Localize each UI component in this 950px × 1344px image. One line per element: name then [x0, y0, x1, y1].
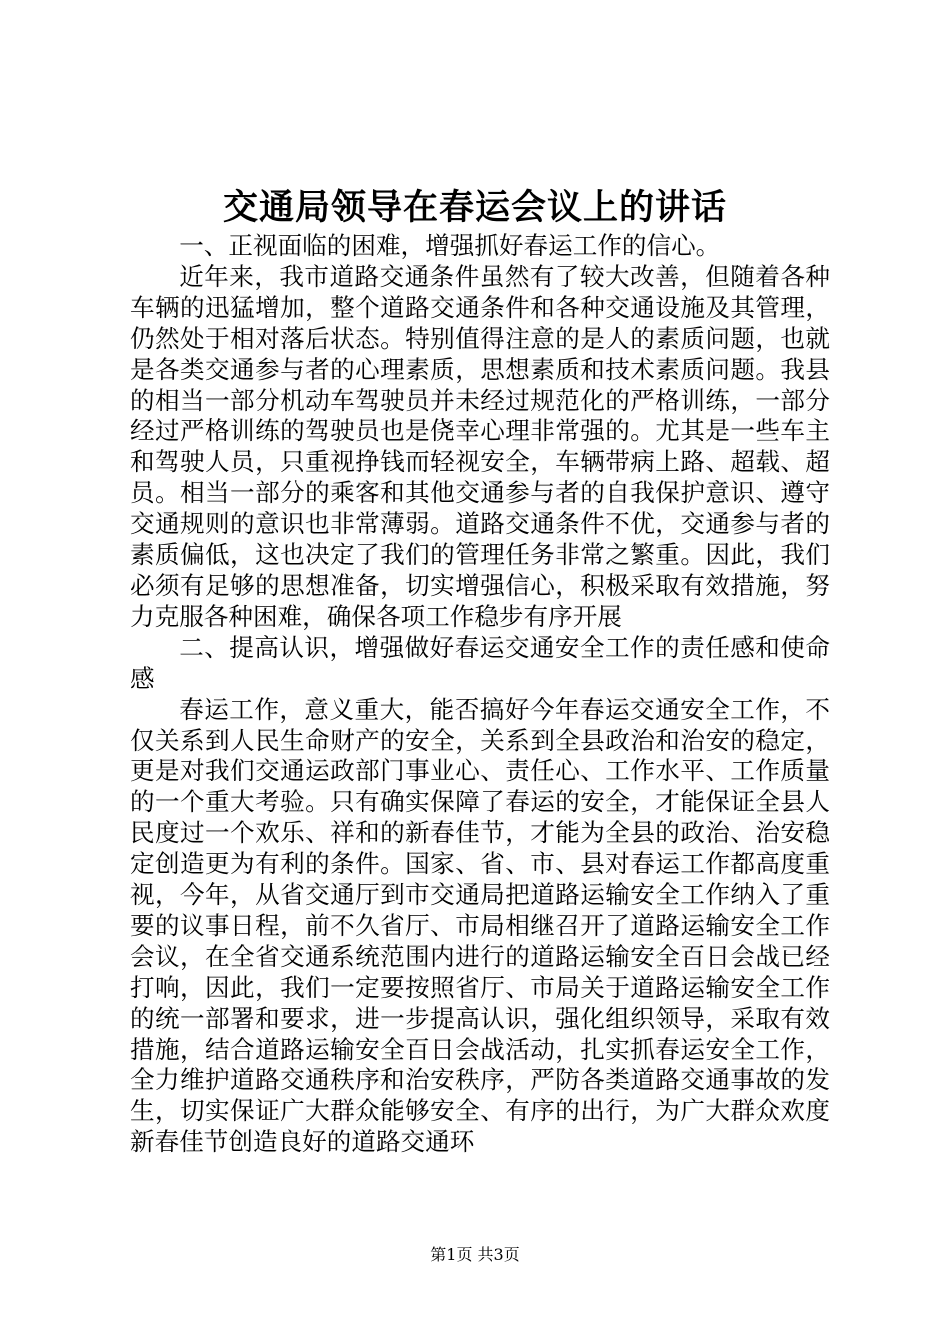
page-number-footer: 第1页 共3页 [430, 1245, 520, 1264]
paragraph-body-2: 春运工作，意义重大，能否搞好今年春运交通安全工作，不仅关系到人民生命财产的安全，关系到全县政治和治安的稳定，更是对我们交通运政部门事业心、责任心、工作水平、工作质量的一个重大考验。只有确实保障了春运的安全，才能保证全县人民度过一个欢乐、祥和的新春佳节，才能为全县的政治、治安稳定创造更为有利的条件。国家、省、市、县对春运工作都高度重视，今年，从省交通厅到市交通局把道路运输安全工作纳入了重要的议事日程，前不久省厅、市局相继召开了道路运输安全工作会议，在全省交通系统范围内进行的道路运输安全百日会战已经打响，因此，我们一定要按照省厅、市局关于道路运输安全工作的统一部署和要求，进一步提高认识，强化组织领导，采取有效措施，结合道路运输安全百日会战活动，扎实抓春运安全工作，全力维护道路交通秩序和治安秩序，严防各类道路交通事故的发生，切实保证广大群众能够安全、有序的出行，为广大群众欢度新春佳节创造良好的道路交通环 [130, 694, 830, 1157]
document-body [130, 231, 830, 1158]
document-title: 交通局领导在春运会议上的讲话 [222, 187, 727, 228]
paragraph-section-heading-1: 一、正视面临的困难，增强抓好春运工作的信心。 [179, 231, 721, 260]
paragraph-body-1: 近年来，我市道路交通条件虽然有了较大改善，但随着各种车辆的迅猛增加，整个道路交通条件和各种交通设施及其管理，仍然处于相对落后状态。特别值得注意的是人的素质问题，也就是各类交通参与者的心理素质，思想素质和技术素质问题。我县的相当一部分机动车驾驶员并未经过规范化的严格训练，一部分经过严格训练的驾驶员也是侥幸心理非常强的。尤其是一些车主和驾驶人员，只重视挣钱而轻视安全，车辆带病上路、超载、超员。相当一部分的乘客和其他交通参与者的自我保护意识、遵守交通规则的意识也非常薄弱。道路交通条件不优，交通参与者的素质偏低，这也决定了我们的管理任务非常之繁重。因此，我们必须有足够的思想准备，切实增强信心，积极采取有效措施，努力克服各种困难，确保各项工作稳步有序开展 [130, 261, 830, 631]
paragraph-section-heading-2: 二、提高认识，增强做好春运交通安全工作的责任感和使命感 [130, 632, 830, 693]
